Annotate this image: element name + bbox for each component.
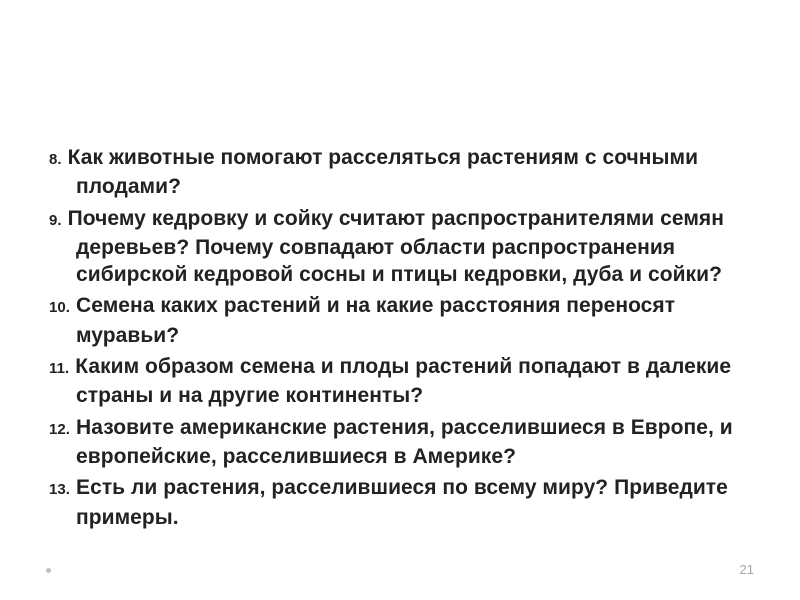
question-item [49,414,749,471]
question-text: Семена каких растений и на какие расстояния переносят муравьи? [76,294,676,347]
question-text: Каким образом семена и плоды растений попадают в далекие страны и на другие континенты? [75,355,732,408]
question-number: 10. [49,299,71,317]
question-number: 9. [49,211,62,229]
question-text: Назовите американские растения, расселившиеся в Европе, и европейские, расселившиеся в Америке? [76,415,733,468]
slide-number: 21 [739,562,754,577]
question-item [49,144,749,201]
question-number: 8. [49,151,62,168]
question-number: 12. [49,420,71,438]
question-item [49,205,749,289]
question-text: Есть ли растения, расселившиеся по всему миру? Приведите примеры. [76,476,728,529]
bullet-dot-icon [46,568,51,573]
question-item [49,353,749,410]
question-item [49,292,749,349]
question-number: 11. [49,360,70,378]
question-text: Почему кедровку и сойку считают распространителями семян деревьев? Почему совпадают области распространения сибирской кедровой сосны и птицы кедровки, дуба и сойки? [67,206,724,287]
question-text: Как животные помогают расселяться растениям с сочными плодами? [67,146,699,199]
question-item [49,474,749,531]
question-number: 13. [49,481,71,499]
question-list [49,144,749,535]
